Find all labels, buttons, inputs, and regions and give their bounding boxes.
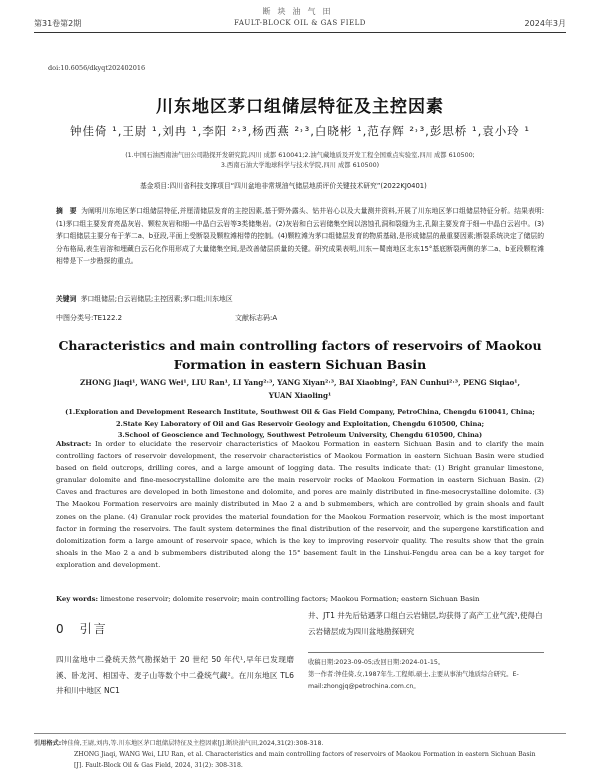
doi: doi:10.6056/dkyqt202402016 [48, 64, 146, 72]
citation-format [34, 738, 566, 771]
funding-note: 基金项目:四川省科技支撑项目“四川盆地非常规油气储层地质评价关键技术研究”(2022KJ0401) [140, 182, 427, 190]
clc-number: 中图分类号:TE122.2 [56, 314, 123, 322]
header-rule [34, 32, 566, 33]
keywords-cn [56, 293, 544, 303]
keywords-en [56, 595, 544, 603]
issue-number: 第31卷第2期 [34, 19, 82, 28]
issue-date: 2024年3月 [524, 19, 566, 28]
authors-cn: 钟佳倚 ¹,王尉 ¹,刘冉 ¹,李阳 ²˒³,杨西燕 ²˒³,白晓彬 ¹,范存辉 ²˒³,彭思桥 ¹,袁小玲 ¹ [69, 124, 531, 138]
paper-title-cn: 川东地区茅口组储层特征及主控因素 [156, 97, 444, 117]
abstract-en-label: Abstract: [56, 440, 92, 448]
affiliation-en [56, 407, 544, 442]
abstract-en [56, 438, 544, 571]
authors-en [56, 376, 544, 402]
first-author-note: 第一作者:钟佳倚,女,1987年生,工程师,硕士,主要从事油气地质综合研究。E-mail:zhongjq@petrochina.com.cn。 [308, 671, 519, 690]
footer-rule [34, 733, 566, 734]
affiliation-en-line-2: 2.State Key Laboratory of Oil and Gas Reservoir Geology and Exploitation, Chengdu 610500, China; [115, 419, 485, 428]
citation-en-line-2: [J]. Fault-Block Oil & Gas Field, 2024, 31(2): 308-318. [74, 762, 243, 769]
affiliation-en-line-1: (1.Exploration and Development Research Institute, Southwest Oil & Gas Field Company, PetroChina, Chengdu 610041, China; [65, 408, 535, 416]
abstract-cn [56, 205, 544, 268]
article-dates-box [308, 652, 544, 693]
keywords-cn-text: 茅口组储层;白云岩储层;主控因素;茅口组;川东地区 [80, 295, 233, 303]
journal-name-en: FAULT-BLOCK OIL & GAS FIELD [234, 19, 366, 27]
introduction-left-column: 四川盆地中二叠统天然气勘探始于 20 世纪 50 年代¹,早年已发现磨溪、卧龙河、相国寺、麦子山等数个中二叠统气藏²。在川东地区 TL6 井和川中地区 NC1 [56, 655, 294, 695]
abstract-en-text: In order to elucidate the reservoir characteristics of Maokou Formation in eastern Sichuan Basin and to clarify the main controlling factors of reservoir development, the reservoir characteristics of Maokou Formation in eastern Sichuan Basin were studied based on field outcrops, drilling cores, and a large amount of logging data. The results indicate that: (1) Bright granular limestone, granular dolomite and fine-mesocrystalline dolomite are the main reservoir rocks of Maokou Formation in eastern Sichuan Basin. (2) Caves and fractures are developed in both limestone and dolomite, and pores are mainly distributed in fine-mesocrystalline dolomite. (3) The Maokou Formation reservoirs are mainly distributed in Mao 2 a and b submembers, which are controlled by grain shoals and fault zones on the plane. (4) Granular rock provides the material foundation for the Maokou Formation reservoir, which is the most important factor in forming the reservoirs. The fault system determines the final distribution of the reservoir, and the supergene karstification and dolomitization form a large amount of reservoir space, which is the key to improving reservoir quality. The results show that the grain shoals in the Mao 2 a and b submembers distributed along the 15° basement fault in the Linshui-Fengdu area can be a key target for exploration and development. [56, 440, 544, 569]
affiliation-en-line-3: 3.School of Geoscience and Technology, Southwest Petroleum University, Chengdu 610500, China) [117, 431, 483, 439]
paper-title-en: Characteristics and main controlling factors of reservoirs of Maokou Formation in eastern Sichuan Basin [58, 338, 542, 372]
authors-en-line-2: YUAN Xiaoling¹ [268, 391, 332, 400]
section-heading-introduction: 0 引言 [56, 622, 108, 636]
citation-en-line-1: ZHONG Jiaqi, WANG Wei, LIU Ran, et al. Characteristics and main controlling factors of reservoirs of Maokou Formation in eastern Sichuan Basin [74, 751, 536, 758]
journal-name-cn: 断块油气田 [262, 7, 338, 16]
affiliation-cn-line-1: (1.中国石油西南油气田公司勘探开发研究院,四川 成都 610041;2.油气藏地质及开发工程全国重点实验室,四川 成都 610500; [125, 152, 475, 159]
document-code: 文献标志码:A [235, 314, 278, 322]
citation-label: 引用格式: [34, 740, 62, 747]
authors-en-line-1: ZHONG Jiaqi¹, WANG Wei¹, LIU Ran¹, LI Yang²˒³, YANG Xiyan²˒³, BAI Xiaobing², FAN Cunhui²˒³, PENG Siqiao¹, [80, 378, 520, 387]
introduction-right-column: 井、JT1 井先后钻遇茅口组白云岩储层,均获得了高产工业气流³,使得白云岩储层成为四川盆地勘探研究 [308, 611, 543, 636]
citation-cn: 钟佳倚,王尉,刘冉,等.川东地区茅口组储层特征及主控因素[J].断块油气田,2024,31(2):308-318. [61, 740, 324, 747]
keywords-en-label: Key words: [56, 595, 99, 603]
received-dates: 收稿日期:2023-09-05;改回日期:2024-01-15。 [308, 659, 445, 666]
keywords-cn-label: 关键词 [56, 295, 77, 303]
affiliation-cn-line-2: 3.西南石油大学地球科学与技术学院,四川 成都 610500) [220, 162, 380, 169]
keywords-en-text: limestone reservoir; dolomite reservoir; main controlling factors; Maokou Formation; eastern Sichuan Basin [100, 595, 480, 603]
abstract-cn-text: 为阐明川东地区茅口组储层特征,并厘清储层发育的主控因素,基于野外露头、钻井岩心以及大量测井资料,开展了川东地区茅口组储层特征分析。结果表明:(1)茅口组主要发育亮晶灰岩、颗粒灰岩和细—中晶白云岩等3类储集岩。(2)灰岩和白云岩储集空间以溶蚀孔洞和裂缝为主,孔隙主要发育于细—中晶白云岩中。(3)茅口组储层主要分布于茅二a、b亚段,平面上受断裂及颗粒滩相带的控制。(4)颗粒滩为茅口组储层发育的物质基础,是形成储层的最重要因素;断裂系统决定了储层的分布格局,表生岩溶和埋藏白云石化作用形成了大量储集空间,是改善储层质量的关键。研究成果表明,川东—蜀南地区北东15°基底断裂两侧的茅二a、b亚段颗粒滩相带是下一步勘探的重点。 [56, 207, 544, 265]
abstract-cn-label: 摘 要 [56, 207, 77, 215]
